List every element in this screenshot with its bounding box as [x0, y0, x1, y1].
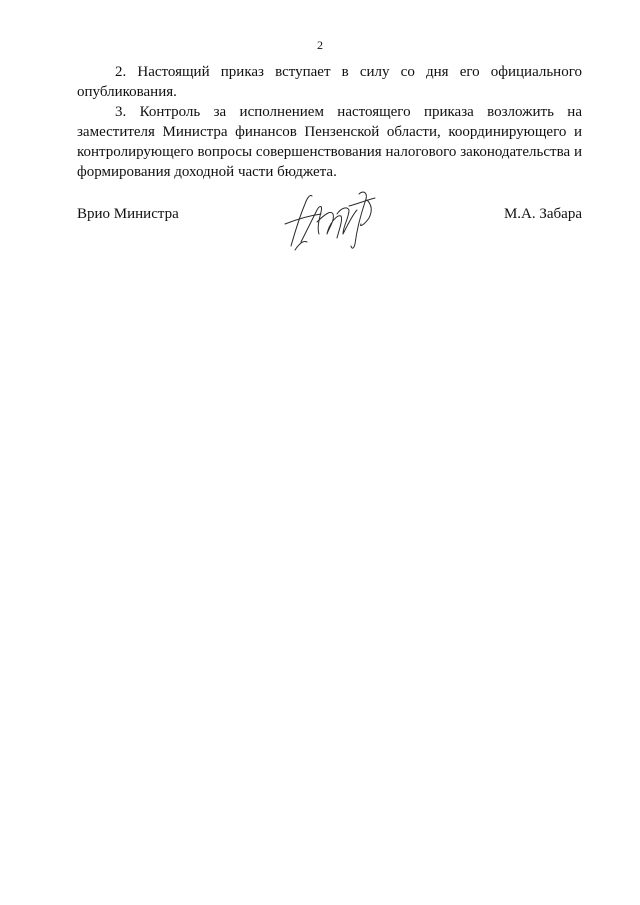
signature-block: [77, 202, 582, 262]
document-body: [77, 62, 582, 182]
signer-name: М.А. Забара: [503, 206, 582, 222]
page-number: 2: [317, 38, 323, 52]
paragraph-item-3: 3. Контроль за исполнением настоящего приказа возложить на заместителя Министра финансов Пензенской области, координирующего и контролирующего вопросы совершенствования налогового законодательства и формирования доходной части бюджета.: [77, 104, 582, 180]
paragraph-item-2: 2. Настоящий приказ вступает в силу со дня его официального опубликования.: [77, 64, 582, 100]
signer-title: Врио Министра: [77, 206, 179, 222]
handwritten-signature: [277, 184, 387, 254]
